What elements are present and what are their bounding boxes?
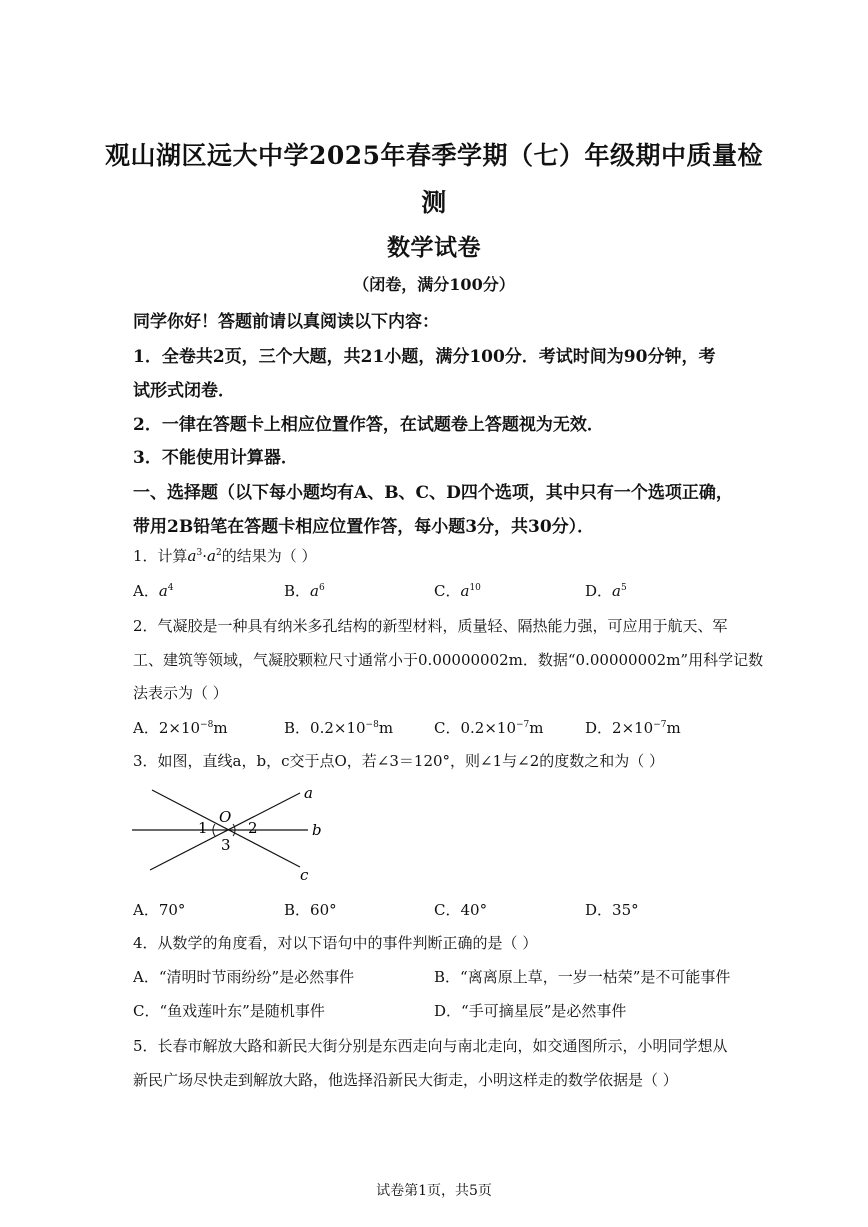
question-5-line1: 5．长春市解放大路和新民大街分别是东西走向与南北走向，如交通图所示，小明同学想从	[133, 1037, 728, 1055]
q2-option-a: A．$2\times 10^{-8}m$	[133, 719, 228, 737]
q2-option-d: D．$2\times 10^{-7}m$	[585, 719, 681, 737]
q1-suffix: 的结果为（ ）	[221, 547, 317, 565]
question-4: 4．从数学的角度看，对以下语句中的事件判断正确的是（ ）	[133, 934, 538, 952]
q1-option-d: D．$a^5$	[585, 582, 627, 600]
instruction-item-3: 3．不能使用计算器．	[133, 448, 298, 468]
label-c: c	[300, 866, 309, 884]
q3-option-a: A．70°	[133, 901, 186, 919]
instruction-item-2: 2．一律在答题卡上相应位置作答，在试题卷上答题视为无效．	[133, 415, 604, 435]
label-b: b	[312, 821, 322, 839]
q1-exp1: 3	[196, 548, 203, 558]
q1-base-a2: a	[207, 547, 216, 565]
question-1	[133, 545, 316, 566]
q1-base-a: a	[187, 547, 197, 565]
label-angle-3: 3	[221, 836, 231, 854]
question-2-line1: 2．气凝胶是一种具有纳米多孔结构的新型材料，质量轻、隔热能力强，可应用于航天、军	[133, 617, 728, 635]
exam-title-line2: 测	[421, 188, 447, 217]
instruction-item-1-line2: 试形式闭卷．	[133, 381, 235, 401]
label-angle-2: 2	[248, 819, 258, 837]
q3-option-b: B．60°	[284, 901, 337, 919]
q4-option-d: D．“手可摘星辰”是必然事件	[434, 1002, 627, 1020]
instructions-greeting: 同学你好！答题前请以真阅读以下内容：	[133, 312, 439, 332]
q3-option-d: D．35°	[585, 901, 639, 919]
q1-dot: ·	[202, 547, 208, 565]
exam-title-line1: 观山湖区远大中学2025年春季学期（七）年级期中质量检	[104, 141, 764, 170]
q1-prefix: 1．计算	[133, 547, 188, 565]
question-2-line2: 工、建筑等领域，气凝胶颗粒尺寸通常小于0.00000002m．数据“0.00000002m”用科学记数	[133, 651, 764, 669]
section1-heading-line1: 一、选择题（以下每小题均有A、B、C、D四个选项，其中只有一个选项正确，	[133, 483, 733, 503]
question-2-line3: 法表示为（ ）	[133, 684, 228, 702]
q4-option-a: A．“清明时节雨纷纷”是必然事件	[133, 968, 355, 986]
line-a	[150, 793, 300, 870]
label-O: O	[219, 808, 232, 826]
section1-heading-line2: 带用2B铅笔在答题卡相应位置作答，每小题3分，共30分）．	[133, 517, 595, 537]
q4-option-b: B．“离离原上草，一岁一枯荣”是不可能事件	[434, 968, 731, 986]
exam-subject: 数学试卷	[387, 234, 481, 261]
q1-exp2: 2	[215, 548, 222, 558]
q2-option-c: C．$0.2\times 10^{-7}m$	[434, 719, 544, 737]
question-3: 3．如图，直线a，b，c交于点O，若∠3＝120°，则∠1与∠2的度数之和为（ ）	[133, 752, 665, 770]
q4-option-c: C．“鱼戏莲叶东”是随机事件	[133, 1002, 325, 1020]
page-footer: 试卷第1页，共5页	[376, 1183, 492, 1199]
exam-note: （闭卷，满分100分）	[353, 275, 515, 294]
instruction-item-1-line1: 1．全卷共2页，三个大题，共21小题，满分100分．考试时间为90分钟，考	[133, 347, 716, 367]
q1-option-b: B．$a^6$	[284, 582, 325, 600]
question-5-line2: 新民广场尽快走到解放大路，他选择沿新民大街走，小明这样走的数学依据是（ ）	[133, 1071, 678, 1089]
q2-option-b: B．$0.2\times 10^{-8}m$	[284, 719, 394, 737]
q3-option-c: C．40°	[434, 901, 488, 919]
q1-option-c: C．$a^{10}$	[434, 582, 481, 600]
label-angle-1: 1	[198, 819, 208, 837]
line-c	[152, 790, 300, 867]
q3-figure	[120, 780, 340, 890]
q1-option-a: A．$a^4$	[133, 582, 174, 600]
label-a: a	[304, 784, 313, 802]
